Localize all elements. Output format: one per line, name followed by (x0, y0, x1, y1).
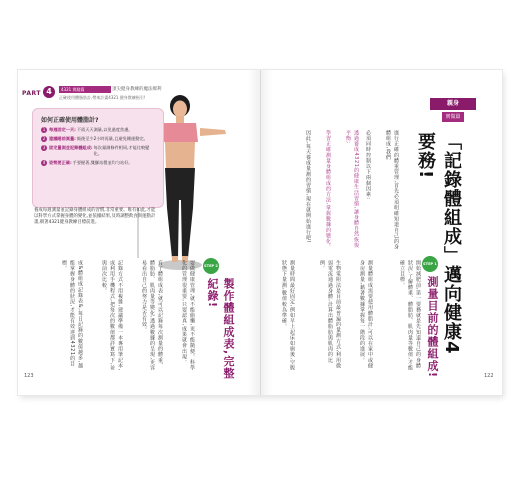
left-body-col1: 要做健康管理,就不能偷懶,更不能隨便。科學化的管理很重要,只要認真,成果就會出現。 (181, 260, 195, 371)
chapter-header-box: 4321 實踐篇 (59, 86, 111, 93)
photo-right-arm (200, 128, 226, 136)
tip-item (41, 145, 157, 157)
tip-text: 不需天天測量,以免過度焦慮。 (76, 127, 133, 132)
tip-item (41, 127, 157, 133)
book-spread (18, 70, 502, 395)
intro-col1: 進行正確的體重管理,首先必須明確知道自己的身體組成,我們 (385, 130, 399, 250)
tip-box-title: 如何正確使用體脂計? (41, 117, 99, 124)
photo-sports-top (162, 123, 198, 142)
photo-midriff (165, 142, 195, 168)
step2-badge: STEP 2 (203, 258, 219, 274)
part-label: PART (22, 90, 41, 97)
right-body-col1: 開始減肥前,第一要務就是先知道自己的身體狀況,了解體重、體脂肪、肌肉量等數值,才能確立目標。 (399, 260, 421, 371)
page-title: 「記錄體組成」邁向健康4要務! (415, 132, 462, 355)
tip-text: 每次量測條件相同,才能比較變化。 (93, 145, 150, 156)
intro-point1: 透過養成4321的健康生活習慣,讓身體自然恢復平衡; (345, 130, 359, 249)
part-number-badge: 4 (43, 86, 55, 98)
tip-list (41, 127, 157, 169)
step1-badge: STEP 1 (422, 256, 438, 272)
tip-paragraph: 養成每週測量並記錄身體組成的習慣,非常重要。唯有如此,才能以科學方式掌握身體的變化,並依據結果,及時調整飲食與運動計畫,朝著4321健身教練目標前進。 (34, 208, 156, 226)
photo-left-foot (172, 256, 178, 262)
intro-point2: 學習正確測量身體組成的方法,掌握數據的變化。 (325, 130, 331, 250)
photo-leggings (165, 168, 195, 258)
chapter-header-title: 頂尖健身教練的魔法爆利 (112, 87, 162, 92)
tip-text: 手要握著,雙腳站穩並均勻站好。 (72, 160, 133, 165)
step1-heading: 測量目前的體組成! (426, 276, 439, 379)
tip-text: 飯後至少2小時再量,且避免剛運動完。 (76, 136, 148, 141)
tip-head: 姿勢要正確: (49, 160, 72, 165)
section-tag: 親身 (430, 98, 476, 110)
right-page-number: 122 (484, 373, 494, 379)
chapter-header-subtitle: 正確使用體脂肪計,帶來計畫4321 健身教練指引! (59, 95, 146, 100)
intro-col3: 因此,每天養成量測的習慣,現在就開始進行吧! (305, 130, 311, 244)
tip-head: 建議睡前測量: (49, 136, 76, 141)
photo-neck (176, 116, 184, 123)
tip-number: 1 (42, 127, 46, 132)
intro-col2: 必須同時控制以下兩個因素: (365, 130, 371, 200)
right-body-col3: 生物電阻法是目前最普遍的量測方式,利用微弱電流通過身體,計算出體脂肪與肌肉的比例。 (319, 260, 341, 369)
left-page-number: 123 (24, 373, 34, 379)
tip-number: 2 (42, 136, 46, 141)
tip-item (41, 136, 157, 142)
tip-number: 4 (42, 160, 46, 165)
gutter-line (260, 70, 261, 395)
tip-item (41, 160, 157, 166)
left-body-col4: 成&體組成記錄表&,每日記錄的數值越多,越能掌握身體的狀況,才能有效達到4321的目標。 (61, 260, 83, 369)
tip-head: 每週固定一天: (49, 127, 76, 132)
left-body-col3: 記錄方式不用複雜,建議準備一本專用筆記本,或利用手機程式,把每次的數值都詳實寫下,並與前次比較。 (101, 260, 123, 371)
tip-number: 3 (42, 145, 46, 150)
left-body-col2: 有了體組成表,就可以記錄每次測量的體重、體脂肪、肌肉量等變化,透過數據的呈現,更容易看出自己的努力是否有效。 (141, 260, 163, 371)
right-body-col2: 測量體組成需要使用體脂計,可以在家中或健身房測量,藉著數據掌握每一階段的進展。 (359, 260, 373, 369)
step2-heading: 製作體組成表,完整紀錄! (206, 278, 235, 380)
tip-head: 固定量測並記錄體組成: (49, 145, 93, 150)
section-subtag: 實做篇 (442, 112, 464, 122)
tip-box (32, 108, 164, 208)
right-body-col4: 測量時間最好固定,例如早上起床如廁後,空腹狀態下量測,數值較為準確。 (281, 260, 295, 371)
photo-face (173, 101, 187, 118)
